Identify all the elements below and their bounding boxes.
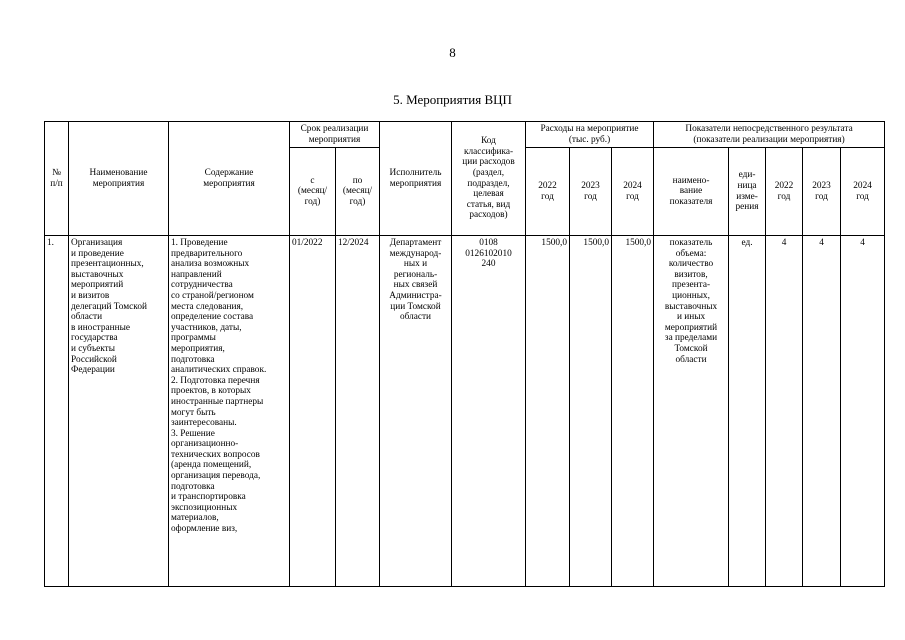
header-exp-2022: 2022 год	[526, 148, 570, 236]
cell-content: 1. Проведение предварительного анализа возможных направлений сотрудничества со страной/регионом места следования, определение состава участников, даты, программы мероприятия, подготовка аналитических справок. 2. Подготовка перечня проектов, в которых иностранные партнеры могут быть заинтересованы. 3. Решение организационно- технических вопросов (аренда помещений, организация перевода, подготовка и транспортировка экспозиционных материалов, оформление виз,	[169, 236, 290, 587]
header-ind-unit: еди- ница изме- рения	[729, 148, 766, 236]
header-period-from: с (месяц/ год)	[290, 148, 336, 236]
section-title: 5. Мероприятия ВЦП	[393, 92, 512, 107]
header-row-1	[45, 122, 885, 148]
page-number: 8	[449, 45, 456, 60]
cell-exp-2023: 1500,0	[570, 236, 612, 587]
header-period: Срок реализации мероприятия	[290, 122, 380, 148]
header-exp-2023: 2023 год	[570, 148, 612, 236]
header-indicators: Показатели непосредственного результата (показатели реализации мероприятия)	[654, 122, 885, 148]
cell-code: 0108 0126102010 240	[452, 236, 526, 587]
header-content: Содержание мероприятия	[169, 122, 290, 236]
header-ind-name: наимено- вание показателя	[654, 148, 729, 236]
cell-exp-2024: 1500,0	[612, 236, 654, 587]
header-ind-2024: 2024 год	[841, 148, 885, 236]
cell-exp-2022: 1500,0	[526, 236, 570, 587]
table-row	[45, 236, 885, 587]
header-name: Наименование мероприятия	[69, 122, 169, 236]
header-num: № п/п	[45, 122, 69, 236]
header-ind-2023: 2023 год	[803, 148, 841, 236]
cell-period-from: 01/2022	[290, 236, 336, 587]
header-ind-2022: 2022 год	[766, 148, 803, 236]
cell-ind-name: показатель объема: количество визитов, презента- ционных, выставочных и иных мероприятий за пределами Томской области	[654, 236, 729, 587]
cell-period-to: 12/2024	[336, 236, 380, 587]
cell-ind-unit: ед.	[729, 236, 766, 587]
header-code: Код классифика- ции расходов (раздел, подраздел, целевая статья, вид расходов)	[452, 122, 526, 236]
header-exp-2024: 2024 год	[612, 148, 654, 236]
cell-executor: Департамент международ- ных и региональ- ных связей Администра- ции Томской области	[380, 236, 452, 587]
header-executor: Исполнитель мероприятия	[380, 122, 452, 236]
header-expenses: Расходы на мероприятие (тыс. руб.)	[526, 122, 654, 148]
activities-table	[44, 121, 885, 587]
cell-ind-2022: 4	[766, 236, 803, 587]
cell-ind-2024: 4	[841, 236, 885, 587]
header-period-to: по (месяц/ год)	[336, 148, 380, 236]
cell-name: Организация и проведение презентационных, выставочных мероприятий и визитов делегаций Томской области в иностранные государства и субъекты Российской Федерации	[69, 236, 169, 587]
cell-num: 1.	[45, 236, 69, 587]
cell-ind-2023: 4	[803, 236, 841, 587]
